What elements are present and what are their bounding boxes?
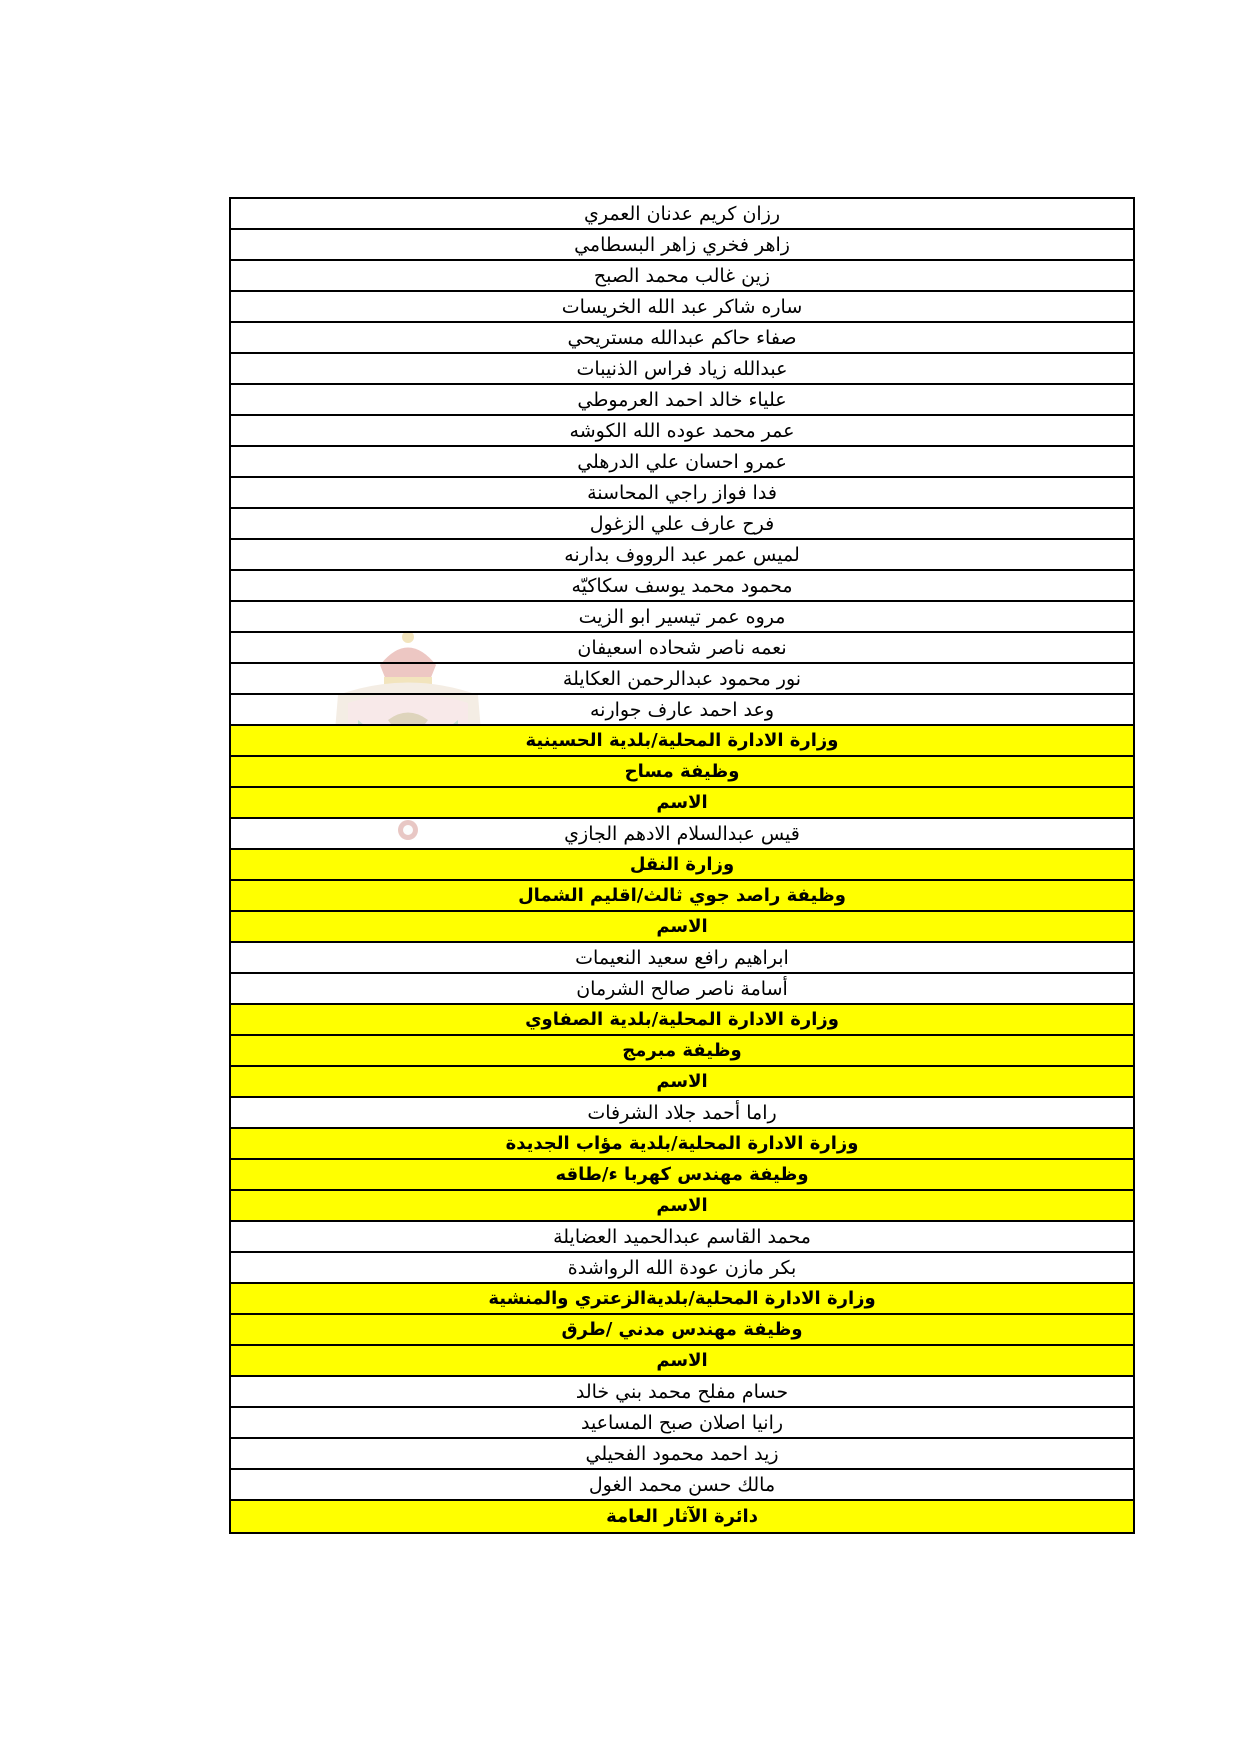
section-header-row: الاسم bbox=[231, 1067, 1133, 1098]
section-header-row: الاسم bbox=[231, 788, 1133, 819]
name-row: فرح عارف علي الزغول bbox=[231, 509, 1133, 540]
name-row: مروه عمر تيسير ابو الزيت bbox=[231, 602, 1133, 633]
name-row: نور محمود عبدالرحمن العكايلة bbox=[231, 664, 1133, 695]
section-header-row: دائرة الآثار العامة bbox=[231, 1501, 1133, 1532]
name-row: حسام مفلح محمد بني خالد bbox=[231, 1377, 1133, 1408]
name-row: فدا فواز راجي المحاسنة bbox=[231, 478, 1133, 509]
section-header-row: الاسم bbox=[231, 1191, 1133, 1222]
name-row: زاهر فخري زاهر البسطامي bbox=[231, 230, 1133, 261]
name-row: محمود محمد يوسف سكاكيّه bbox=[231, 571, 1133, 602]
name-row: صفاء حاكم عبدالله مستريحي bbox=[231, 323, 1133, 354]
name-row: قيس عبدالسلام الادهم الجازي bbox=[231, 819, 1133, 850]
section-header-row: وزارة الادارة المحلية/بلدية الحسينية bbox=[231, 726, 1133, 757]
section-header-row: وظيفة مهندس كهربا ء/طاقه bbox=[231, 1160, 1133, 1191]
name-row: زين غالب محمد الصبح bbox=[231, 261, 1133, 292]
name-row: عمرو احسان علي الدرهلي bbox=[231, 447, 1133, 478]
section-header-row: وظيفة مبرمج bbox=[231, 1036, 1133, 1067]
name-row: راما أحمد جلاد الشرفات bbox=[231, 1098, 1133, 1129]
name-row: لميس عمر عبد الرووف بدارنه bbox=[231, 540, 1133, 571]
section-header-row: وظيفة مساح bbox=[231, 757, 1133, 788]
results-table bbox=[229, 197, 1135, 1534]
name-row: محمد القاسم عبدالحميد العضايلة bbox=[231, 1222, 1133, 1253]
section-header-row: وزارة الادارة المحلية/بلديةالزعتري والمنشية bbox=[231, 1284, 1133, 1315]
name-row: عمر محمد عوده الله الكوشه bbox=[231, 416, 1133, 447]
name-row: رانيا اصلان صبح المساعيد bbox=[231, 1408, 1133, 1439]
name-row: علياء خالد احمد العرموطي bbox=[231, 385, 1133, 416]
name-row: ابراهيم رافع سعيد النعيمات bbox=[231, 943, 1133, 974]
name-row: بكر مازن عودة الله الرواشدة bbox=[231, 1253, 1133, 1284]
section-header-row: وزارة الادارة المحلية/بلدية الصفاوي bbox=[231, 1005, 1133, 1036]
section-header-row: الاسم bbox=[231, 1346, 1133, 1377]
name-row: زيد احمد محمود الفحيلي bbox=[231, 1439, 1133, 1470]
name-row: ساره شاكر عبد الله الخريسات bbox=[231, 292, 1133, 323]
name-row: نعمه ناصر شحاده اسعيفان bbox=[231, 633, 1133, 664]
section-header-row: الاسم bbox=[231, 912, 1133, 943]
name-row: وعد احمد عارف جوارنه bbox=[231, 695, 1133, 726]
section-header-row: وزارة الادارة المحلية/بلدية مؤاب الجديدة bbox=[231, 1129, 1133, 1160]
name-row: رزان كريم عدنان العمري bbox=[231, 199, 1133, 230]
section-header-row: وزارة النقل bbox=[231, 850, 1133, 881]
name-row: أسامة ناصر صالح الشرمان bbox=[231, 974, 1133, 1005]
name-row: مالك حسن محمد الغول bbox=[231, 1470, 1133, 1501]
name-row: عبدالله زياد فراس الذنيبات bbox=[231, 354, 1133, 385]
section-header-row: وظيفة مهندس مدني /طرق bbox=[231, 1315, 1133, 1346]
section-header-row: وظيفة راصد جوي ثالث/اقليم الشمال bbox=[231, 881, 1133, 912]
